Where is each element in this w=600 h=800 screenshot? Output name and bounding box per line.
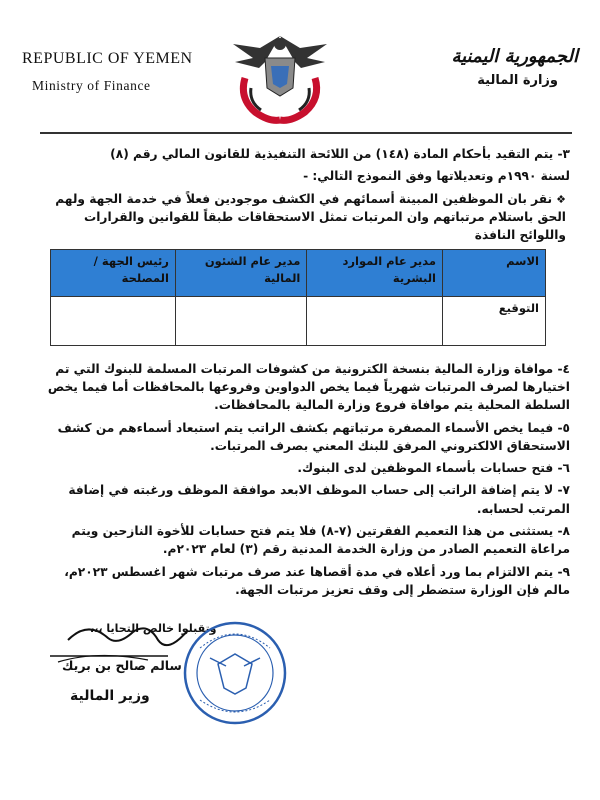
table-row (51, 296, 546, 345)
diamond-bullet-icon: ❖ (556, 192, 566, 206)
table-header-row (51, 249, 546, 296)
ministry-name-ar: وزارة المالية (477, 73, 558, 88)
letterhead (0, 0, 600, 140)
country-name-ar: الجمهورية اليمنية (451, 46, 578, 67)
item-4: ٤- موافاة وزارة المالية بنسخة الكترونية من كشوفات المرتبات المسلمة للبنوك التي تم اختيارها لصرف المرتبات شهرياً فيما يخص الدواوين وفروعها بالمحافظات أما فيما يخص السلطة المحلية يتم موافاة فروع وزارة المالية بالمحافظات. (47, 361, 570, 413)
item-3-line-2: لسنة ١٩٩٠م وتعديلاتها وفق النموذج التالي: - (303, 169, 570, 184)
header-divider (40, 132, 572, 134)
table-cell (175, 296, 306, 345)
arabic-header (451, 46, 578, 88)
item-8: ٨- يستثنى من هذا التعميم الفقرتين (٧-٨) فلا يتم فتح حسابات للأخوة النازحين ويتم مراعاة التعميم الصادر من وزارة الخدمة المدنية رقم (٣) لعام ٢٠٢٣م. (71, 524, 570, 557)
signature-table (50, 249, 546, 346)
letter-body (38, 145, 570, 603)
table-cell (307, 296, 443, 345)
table-header-cell: رئيس الجهة / المصلحة (51, 249, 176, 296)
official-stamp (180, 618, 290, 728)
declaration-text: نقر بان الموظفين المبينة أسمائهم في الكشف موجودين فعلاً في خدمة الجهة ولهم الحق باستلام مرتباتهم وان المرتبات تمثل الاستحقاقات طبقاً للقوانين والقرارات واللوائح النافذة (55, 191, 566, 243)
country-name-en: REPUBLIC OF YEMEN (22, 50, 193, 67)
table-cell (51, 296, 176, 345)
item-3-line-1: ٣- يتم التقيد بأحكام المادة (١٤٨) من اللائحة التنفيذية للقانون المالي رقم (٨) (110, 147, 570, 161)
declaration-bullet (38, 190, 566, 245)
table-header-cell: الاسم (443, 249, 546, 296)
signature-row-label: التوقيع (443, 296, 546, 345)
closing-line: وتقبلوا خالص التحايا ،،، (90, 622, 217, 635)
item-6: ٦- فتح حسابات بأسماء الموظفين لدى البنوك. (297, 461, 570, 476)
table-header-cell: مدير عام الشئون المالية (175, 249, 306, 296)
signatory-title: وزير المالية (70, 688, 150, 704)
yemen-emblem-icon (225, 28, 335, 128)
ministry-name-en: Ministry of Finance (32, 78, 151, 93)
table-header-cell: مدير عام الموارد البشرية (307, 249, 443, 296)
item-7: ٧- لا يتم إضافة الراتب إلى حساب الموظف الابعد موافقة الموظف ورغبته في إضافة المرتب لحسابه. (68, 483, 570, 516)
signatory-name: سالم صالح بن بريك (62, 658, 182, 673)
english-header (22, 50, 193, 94)
item-9: ٩- يتم الالتزام بما ورد أعلاه في مدة أقصاها عند صرف مرتبات شهر اغسطس ٢٠٢٣م، مالم فإن الوزارة ستضطر إلى وقف تعزيز مرتبات الجهة. (64, 564, 570, 597)
item-5: ٥- فيما يخص الأسماء المصفرة مرتباتهم بكشف الراتب يتم استبعاد أسماءهم من كشف الاستحقاق الالكتروني المرفق للبنك المعني بصرف المرتبات. (57, 420, 570, 453)
